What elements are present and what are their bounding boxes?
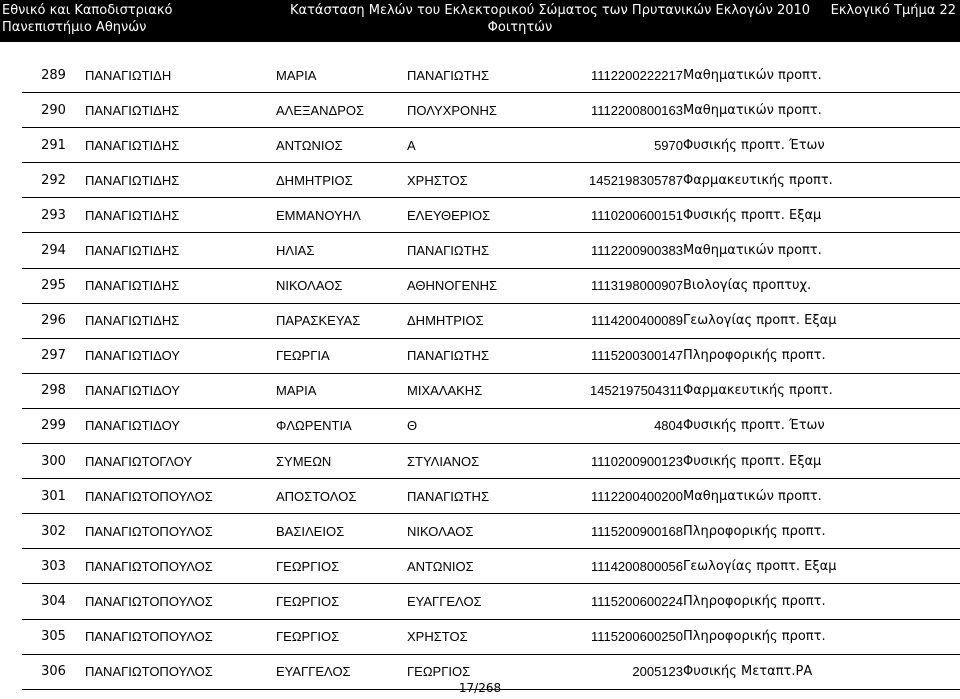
department-text: Φυσικής προπτ. Έτων — [683, 137, 825, 153]
table-row — [22, 268, 960, 303]
surname-cell: ΠΑΝΑΓΙΩΤΟΠΟΥΛΟΣ — [85, 514, 276, 549]
surname-cell: ΠΑΝΑΓΙΩΤΙΔΗΣ — [85, 93, 276, 128]
student-id-cell: 1113198000907 — [547, 268, 683, 303]
department-cell — [683, 198, 960, 233]
department-cell — [683, 163, 960, 198]
table-row — [22, 58, 960, 93]
department-text: Μαθηματικών προπτ. — [683, 102, 822, 118]
department-text: Φαρμακευτικής προπτ. — [683, 383, 833, 399]
student-id-cell: 1110200900123 — [547, 444, 683, 479]
table-row — [22, 128, 960, 163]
department-text: Μαθηματικών προπτ. — [683, 488, 822, 504]
department-text: Φυσικής Μεταπτ.ΡΑ — [683, 664, 813, 680]
department-text: Πληροφορικής προπτ. — [683, 629, 826, 645]
department-cell — [683, 373, 960, 408]
university-name-line2: Πανεπιστήμιο Αθηνών — [2, 20, 147, 35]
department-cell — [683, 58, 960, 93]
father-name-cell: ΠΟΛΥΧΡΟΝΗΣ — [407, 93, 547, 128]
document-title-line1: Κατάσταση Μελών του Εκλεκτορικού Σώματος των Πρυτανικών Εκλογών 2010 — [290, 3, 811, 18]
father-name-cell: ΑΘΗΝΟΓΕΝΗΣ — [407, 268, 547, 303]
father-name-cell: ΠΑΝΑΓΙΩΤΗΣ — [407, 479, 547, 514]
surname-cell: ΠΑΝΑΓΙΩΤΙΔΟΥ — [85, 373, 276, 408]
surname-cell: ΠΑΝΑΓΙΩΤΙΔΗ — [85, 58, 276, 93]
department-text: Πληροφορικής προπτ. — [683, 523, 826, 539]
university-name-line1: Εθνικό και Καποδιστριακό — [2, 3, 173, 18]
department-text: Πληροφορικής προπτ. — [683, 593, 826, 609]
first-name-cell: ΓΕΩΡΓΙΟΣ — [276, 584, 407, 619]
first-name-cell: ΜΑΡΙΑ — [276, 58, 407, 93]
row-number: 303 — [22, 549, 85, 584]
document-title — [290, 2, 811, 36]
row-number: 295 — [22, 268, 85, 303]
father-name-cell: Α — [407, 128, 547, 163]
father-name-cell: ΠΑΝΑΓΙΩΤΗΣ — [407, 58, 547, 93]
student-id-cell: 4804 — [547, 408, 683, 443]
row-number: 299 — [22, 408, 85, 443]
page-indicator: 17/268 — [458, 681, 502, 695]
father-name-cell: Θ — [407, 408, 547, 443]
student-id-cell: 1114200400089 — [547, 303, 683, 338]
department-cell — [683, 444, 960, 479]
father-name-cell: ΧΡΗΣΤΟΣ — [407, 163, 547, 198]
table-row — [22, 163, 960, 198]
department-text: Φυσικής προπτ. Έτων — [683, 418, 825, 434]
student-id-cell: 1114200800056 — [547, 549, 683, 584]
surname-cell: ΠΑΝΑΓΙΩΤΙΔΗΣ — [85, 163, 276, 198]
student-id-cell: 1112200900383 — [547, 233, 683, 268]
row-number: 306 — [22, 654, 85, 689]
department-cell — [683, 549, 960, 584]
father-name-cell: ΠΑΝΑΓΙΩΤΗΣ — [407, 233, 547, 268]
row-number: 291 — [22, 128, 85, 163]
surname-cell: ΠΑΝΑΓΙΩΤΙΔΟΥ — [85, 408, 276, 443]
voter-table — [22, 58, 960, 690]
table-row — [22, 514, 960, 549]
father-name-cell: ΕΥΑΓΓΕΛΟΣ — [407, 584, 547, 619]
department-cell — [683, 479, 960, 514]
student-id-cell: 1115200300147 — [547, 338, 683, 373]
department-cell — [683, 233, 960, 268]
row-number: 304 — [22, 584, 85, 619]
surname-cell: ΠΑΝΑΓΙΩΤΙΔΗΣ — [85, 303, 276, 338]
voter-table-body — [22, 58, 960, 689]
father-name-cell: ΑΝΤΩΝΙΟΣ — [407, 549, 547, 584]
father-name-cell: ΧΡΗΣΤΟΣ — [407, 619, 547, 654]
row-number: 296 — [22, 303, 85, 338]
department-text: Φαρμακευτικής προπτ. — [683, 172, 833, 188]
student-id-cell: 1115200600224 — [547, 584, 683, 619]
row-number: 301 — [22, 479, 85, 514]
surname-cell: ΠΑΝΑΓΙΩΤΙΔΗΣ — [85, 268, 276, 303]
university-name — [2, 2, 172, 36]
first-name-cell: ΗΛΙΑΣ — [276, 233, 407, 268]
father-name-cell: ΣΤΥΛΙΑΝΟΣ — [407, 444, 547, 479]
student-id-cell: 1452198305787 — [547, 163, 683, 198]
department-text: Φυσικής προπτ. Εξαμ — [683, 453, 822, 469]
row-number: 290 — [22, 93, 85, 128]
table-row — [22, 549, 960, 584]
row-number: 297 — [22, 338, 85, 373]
department-text: Πληροφορικής προπτ. — [683, 348, 826, 364]
table-row — [22, 444, 960, 479]
table-row — [22, 93, 960, 128]
row-number: 294 — [22, 233, 85, 268]
row-number: 305 — [22, 619, 85, 654]
first-name-cell: ΓΕΩΡΓΙΟΣ — [276, 619, 407, 654]
first-name-cell: ΕΜΜΑΝΟΥΗΛ — [276, 198, 407, 233]
first-name-cell: ΜΑΡΙΑ — [276, 373, 407, 408]
student-id-cell: 1112200800163 — [547, 93, 683, 128]
department-cell — [683, 93, 960, 128]
table-row — [22, 619, 960, 654]
first-name-cell: ΓΕΩΡΓΙΟΣ — [276, 549, 407, 584]
surname-cell: ΠΑΝΑΓΙΩΤΟΠΟΥΛΟΣ — [85, 654, 276, 689]
surname-cell: ΠΑΝΑΓΙΩΤΙΔΟΥ — [85, 338, 276, 373]
row-number: 300 — [22, 444, 85, 479]
surname-cell: ΠΑΝΑΓΙΩΤΙΔΗΣ — [85, 128, 276, 163]
row-number: 293 — [22, 198, 85, 233]
row-number: 302 — [22, 514, 85, 549]
electoral-section-label: Εκλογικό Τμήμα 22 — [830, 3, 956, 18]
department-text: Μαθηματικών προπτ. — [683, 243, 822, 259]
student-id-cell: 1452197504311 — [547, 373, 683, 408]
surname-cell: ΠΑΝΑΓΙΩΤΟΠΟΥΛΟΣ — [85, 479, 276, 514]
father-name-cell: ΜΙΧΑΛΑΚΗΣ — [407, 373, 547, 408]
first-name-cell: ΦΛΩΡΕΝΤΙΑ — [276, 408, 407, 443]
table-row — [22, 479, 960, 514]
department-cell — [683, 338, 960, 373]
first-name-cell: ΠΑΡΑΣΚΕΥΑΣ — [276, 303, 407, 338]
surname-cell: ΠΑΝΑΓΙΩΤΟΠΟΥΛΟΣ — [85, 584, 276, 619]
father-name-cell: ΕΛΕΥΘΕΡΙΟΣ — [407, 198, 547, 233]
document-title-line2: Φοιτητών — [487, 20, 553, 35]
first-name-cell: ΓΕΩΡΓΙΑ — [276, 338, 407, 373]
table-row — [22, 338, 960, 373]
student-id-cell: 1112200400200 — [547, 479, 683, 514]
surname-cell: ΠΑΝΑΓΙΩΤΟΠΟΥΛΟΣ — [85, 619, 276, 654]
department-cell — [683, 303, 960, 338]
first-name-cell: ΝΙΚΟΛΑΟΣ — [276, 268, 407, 303]
surname-cell: ΠΑΝΑΓΙΩΤΟΠΟΥΛΟΣ — [85, 549, 276, 584]
department-cell — [683, 514, 960, 549]
student-id-cell: 2005123 — [547, 654, 683, 689]
first-name-cell: ΑΠΟΣΤΟΛΟΣ — [276, 479, 407, 514]
first-name-cell: ΒΑΣΙΛΕΙΟΣ — [276, 514, 407, 549]
father-name-cell: ΝΙΚΟΛΑΟΣ — [407, 514, 547, 549]
department-text: Βιολογίας προπτυχ. — [683, 278, 812, 294]
student-id-cell: 1115200900168 — [547, 514, 683, 549]
first-name-cell: ΑΝΤΩΝΙΟΣ — [276, 128, 407, 163]
table-row — [22, 408, 960, 443]
department-text: Γεωλογίας προπτ. Εξαμ — [683, 558, 837, 574]
student-id-cell: 5970 — [547, 128, 683, 163]
surname-cell: ΠΑΝΑΓΙΩΤΟΓΛΟΥ — [85, 444, 276, 479]
row-number: 292 — [22, 163, 85, 198]
row-number: 298 — [22, 373, 85, 408]
table-row — [22, 373, 960, 408]
department-cell — [683, 128, 960, 163]
first-name-cell: ΣΥΜΕΩΝ — [276, 444, 407, 479]
table-row — [22, 233, 960, 268]
row-number: 289 — [22, 58, 85, 93]
table-row — [22, 303, 960, 338]
department-cell — [683, 584, 960, 619]
student-id-cell: 1110200600151 — [547, 198, 683, 233]
first-name-cell: ΕΥΑΓΓΕΛΟΣ — [276, 654, 407, 689]
department-cell — [683, 408, 960, 443]
department-text: Μαθηματικών προπτ. — [683, 67, 822, 83]
table-row — [22, 198, 960, 233]
table-row — [22, 584, 960, 619]
page-header — [0, 0, 960, 42]
father-name-cell: ΠΑΝΑΓΙΩΤΗΣ — [407, 338, 547, 373]
surname-cell: ΠΑΝΑΓΙΩΤΙΔΗΣ — [85, 233, 276, 268]
first-name-cell: ΑΛΕΞΑΝΔΡΟΣ — [276, 93, 407, 128]
department-cell — [683, 619, 960, 654]
department-cell — [683, 268, 960, 303]
department-text: Φυσικής προπτ. Εξαμ — [683, 207, 822, 223]
surname-cell: ΠΑΝΑΓΙΩΤΙΔΗΣ — [85, 198, 276, 233]
first-name-cell: ΔΗΜΗΤΡΙΟΣ — [276, 163, 407, 198]
father-name-cell: ΔΗΜΗΤΡΙΟΣ — [407, 303, 547, 338]
father-name-cell: ΓΕΩΡΓΙΟΣ — [407, 654, 547, 689]
student-id-cell: 1112200222217 — [547, 58, 683, 93]
student-id-cell: 1115200600250 — [547, 619, 683, 654]
department-text: Γεωλογίας προπτ. Εξαμ — [683, 313, 837, 329]
